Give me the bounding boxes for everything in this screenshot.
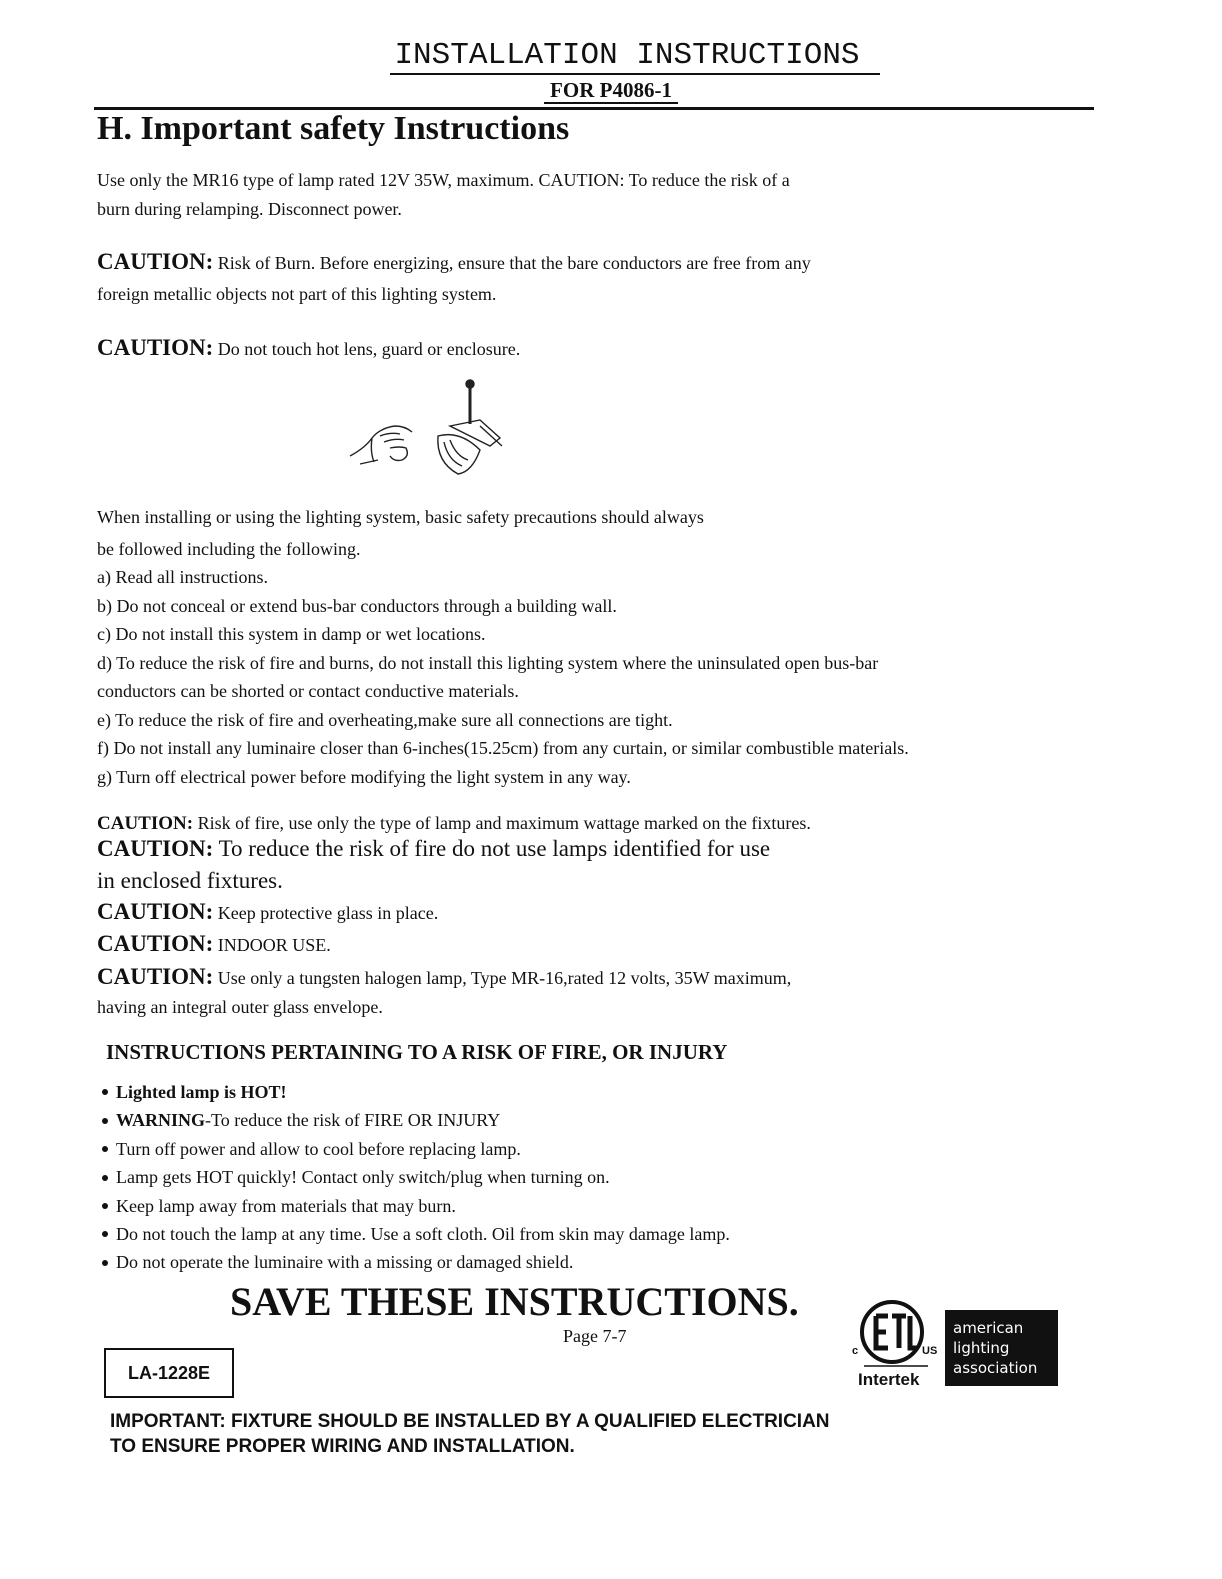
caution-enclosed — [97, 833, 770, 897]
section-title: H. Important safety Instructions — [97, 110, 570, 147]
list-item: e) To reduce the risk of fire and overheating,make sure all connections are tight. — [97, 709, 673, 730]
caution-label: CAUTION: — [97, 813, 194, 834]
ala-line: lighting — [953, 1339, 1010, 1357]
list-item: a) Read all instructions. — [97, 567, 268, 587]
caution-halogen — [97, 962, 791, 1022]
list-item: f) Do not install any luminaire closer than 6-inches(15.25cm) from any curtain, or similar combustible materials. — [97, 738, 909, 758]
caution-label: CAUTION: — [97, 836, 214, 861]
caution-label: CAUTION: — [97, 931, 214, 956]
list-item — [100, 1106, 730, 1134]
list-item: d) To reduce the risk of fire and burns, do not install this lighting system where the uninsulated open bus-bar — [97, 652, 879, 673]
caution-text: INDOOR USE. — [213, 935, 331, 955]
list-item: c) Do not install this system in damp or wet locations. — [97, 624, 486, 644]
caution-burn — [97, 247, 811, 309]
caution-text: To reduce the risk of fire do not use lamps identified for use — [213, 836, 771, 861]
caution-text: in enclosed fixtures. — [97, 868, 283, 893]
caution-text: Use only a tungsten halogen lamp, Type MR-16,rated 12 volts, 35W maximum, — [213, 968, 792, 988]
list-item: conductors can be shorted or contact conductive materials. — [97, 681, 519, 701]
intro-line: Use only the MR16 type of lamp rated 12V 35W, maximum. CAUTION: To reduce the risk of a — [97, 170, 790, 190]
document-subtitle-text: FOR P4086-1 — [544, 78, 678, 104]
intro-line: burn during relamping. Disconnect power. — [97, 199, 402, 219]
caution-indoor — [97, 929, 331, 960]
model-number-box — [104, 1348, 234, 1398]
ala-line: american — [953, 1319, 1024, 1337]
caution-hot-lens — [97, 333, 520, 364]
list-item — [100, 1220, 730, 1248]
bullet-text: Turn off power and allow to cool before replacing lamp. — [116, 1138, 521, 1159]
ala-line: association — [953, 1359, 1038, 1377]
list-item — [100, 1163, 730, 1191]
important-notice — [110, 1409, 830, 1459]
list-item: g) Turn off electrical power before modifying the light system in any way. — [97, 766, 631, 787]
hand-and-lamp-illustration — [340, 376, 520, 486]
list-item — [100, 1135, 730, 1163]
precautions-block — [97, 503, 909, 791]
bullet-text: Do not touch the lamp at any time. Use a soft cloth. Oil from skin may damage lamp. — [116, 1224, 730, 1245]
page-number: Page 7-7 — [563, 1326, 627, 1346]
important-line: IMPORTANT: FIXTURE SHOULD BE INSTALLED BY A QUALIFIED ELECTRICIAN — [110, 1411, 830, 1432]
bullet-text: Lamp gets HOT quickly! Contact only switch/plug when turning on. — [116, 1167, 610, 1188]
model-number: LA-1228E — [127, 1362, 211, 1383]
bullet-text: -To reduce the risk of FIRE OR INJURY — [205, 1110, 501, 1131]
caution-text: foreign metallic objects not part of this lighting system. — [97, 284, 497, 304]
caution-glass — [97, 897, 438, 928]
caution-label: CAUTION: — [97, 335, 214, 360]
intertek-label: Intertek — [858, 1370, 920, 1389]
fire-injury-heading: INSTRUCTIONS PERTAINING TO A RISK OF FIRE, OR INJURY — [106, 1040, 728, 1064]
caution-text: Do not touch hot lens, guard or enclosure. — [213, 339, 521, 359]
etl-us-text: US — [922, 1345, 938, 1357]
caution-label: CAUTION: — [97, 899, 214, 924]
caution-text: Risk of fire, use only the type of lamp and maximum wattage marked on the fixtures. — [193, 813, 811, 833]
caution-text: having an integral outer glass envelope. — [97, 997, 383, 1017]
caution-label: CAUTION: — [97, 964, 214, 989]
precautions-lead: be followed including the following. — [97, 538, 361, 559]
list-item: b) Do not conceal or extend bus-bar conductors through a building wall. — [97, 595, 617, 616]
list-item — [100, 1078, 730, 1106]
save-instructions-heading: SAVE THESE INSTRUCTIONS. — [230, 1279, 799, 1324]
important-line: TO ENSURE PROPER WIRING AND INSTALLATION. — [110, 1436, 575, 1457]
american-lighting-association-logo — [945, 1310, 1058, 1386]
list-item — [100, 1248, 730, 1276]
precautions-lead: When installing or using the lighting system, basic safety precautions should always — [97, 507, 704, 527]
fire-injury-bullets — [100, 1078, 730, 1277]
list-item — [100, 1192, 730, 1220]
caution-text: Risk of Burn. Before energizing, ensure that the bare conductors are free from any — [213, 253, 811, 273]
etl-c-text: c — [852, 1345, 859, 1357]
document-subtitle — [0, 78, 1222, 103]
caution-label: CAUTION: — [97, 249, 214, 274]
bullet-text: Lighted lamp is HOT! — [116, 1082, 287, 1102]
intro-paragraph — [97, 166, 790, 224]
caution-text: Keep protective glass in place. — [213, 903, 439, 923]
document-title — [0, 38, 1222, 73]
bullet-text: WARNING — [116, 1110, 206, 1131]
bullet-text: Do not operate the luminaire with a missing or damaged shield. — [116, 1252, 574, 1273]
bullet-text: Keep lamp away from materials that may burn. — [116, 1195, 456, 1216]
document-title-text: INSTALLATION INSTRUCTIONS — [390, 38, 879, 75]
